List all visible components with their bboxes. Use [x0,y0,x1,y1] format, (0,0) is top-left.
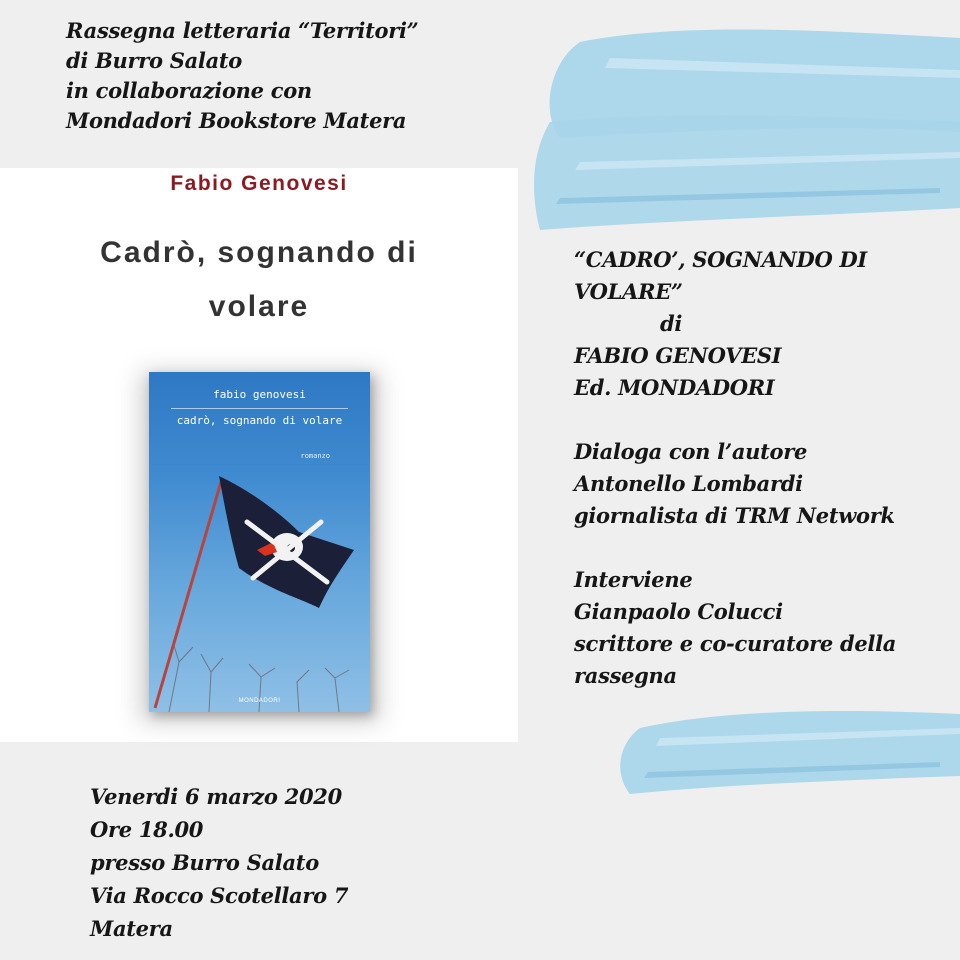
details-moderator-role: giornalista di TRM Network [574,503,895,528]
event-series-header [66,16,418,136]
details-dialogue-label: Dialoga con l’autore [574,439,808,464]
blue-brush-stroke-top [520,12,960,242]
details-speaker-role: scrittore e co-curatore della [574,631,897,656]
details-speaker-role: rassegna [574,663,677,688]
details-publisher: Ed. MONDADORI [574,375,775,400]
book-title-line: volare [208,290,310,323]
book-title-heading [0,226,518,334]
details-speaker-name: Gianpaolo Colucci [574,599,783,624]
event-city: Matera [90,916,173,941]
book-author-heading: Fabio Genovesi [170,172,348,195]
details-title-line: VOLARE” [574,279,683,304]
details-moderator-name: Antonello Lombardi [574,471,803,496]
book-cover-image [149,372,370,712]
book-title-line: Cadrò, sognando di [100,236,418,269]
details-speaker-label: Interviene [574,567,693,592]
details-title-line: “CADRO’, SOGNANDO DI [574,247,867,272]
header-line-partner: Mondadori Bookstore Matera [66,108,407,133]
event-info [90,780,348,945]
event-date: Venerdi 6 marzo 2020 [90,784,342,809]
details-author: FABIO GENOVESI [574,343,782,368]
header-line-organizer: di Burro Salato [66,48,242,73]
cover-publisher-logo: MONDADORI [238,698,281,704]
event-venue: presso Burro Salato [90,850,319,875]
cover-author: fabio genovesi [213,388,306,401]
header-line-series: Rassegna letteraria “Territori” [66,18,419,43]
details-by: di [660,311,683,336]
blue-brush-stroke-bottom [600,688,960,798]
cover-genre: romanzo [300,452,330,460]
cover-divider [171,408,348,409]
event-address: Via Rocco Scotellaro 7 [90,883,349,908]
cover-title: cadrò, sognando di volare [176,414,343,427]
header-line-collaboration: in collaborazione con [66,78,312,103]
event-details [574,244,896,692]
event-time: Ore 18.00 [90,817,204,842]
